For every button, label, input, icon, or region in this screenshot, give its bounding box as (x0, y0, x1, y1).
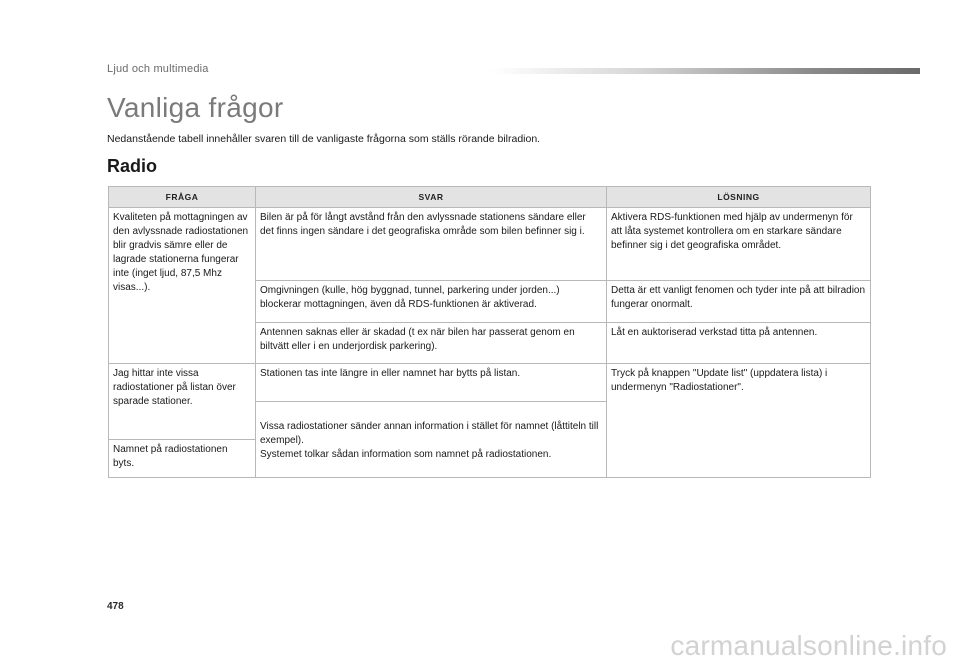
table-header-row (109, 187, 871, 208)
header-question: FRÅGA (109, 187, 256, 208)
section-header: Ljud och multimedia (107, 63, 209, 75)
answer-line: Vissa radiostationer sänder annan information i stället för namnet (låttiteln till exempel). (260, 421, 599, 446)
solution-cell: Aktivera RDS-funktionen med hjälp av undermenyn för att låta systemet kontrollera om en starkare sändare befinner sig i det geografiska området. (607, 208, 871, 281)
question-cell: Jag hittar inte vissa radiostationer på listan över sparade stationer. (109, 364, 256, 440)
faq-table (108, 186, 871, 478)
watermark-text: carmanualsonline.info (670, 630, 947, 661)
header-solution: LÖSNING (607, 187, 871, 208)
page-title: Vanliga frågor (107, 92, 284, 123)
table-row (109, 364, 871, 402)
answer-cell: Bilen är på för långt avstånd från den avlyssnade stationens sändare eller det finns ingen sändare i det geografiska område som bilen befinner sig i. (256, 208, 607, 281)
table-row (109, 208, 871, 281)
page-number: 478 (107, 601, 124, 612)
answer-cell: Stationen tas inte längre in eller namnet har bytts på listan. (256, 364, 607, 402)
answer-cell (256, 402, 607, 478)
header-divider-bar (490, 68, 920, 74)
question-cell: Namnet på radiostationen byts. (109, 440, 256, 478)
solution-cell: Detta är ett vanligt fenomen och tyder inte på att bilradion fungerar onormalt. (607, 281, 871, 323)
intro-text: Nedanstående tabell innehåller svaren till de vanligaste frågorna som ställs rörande bilradion. (107, 133, 541, 145)
answer-cell: Omgivningen (kulle, hög byggnad, tunnel, parkering under jorden...) blockerar mottagningen, även då RDS-funktionen är aktiverad. (256, 281, 607, 323)
header-answer: SVAR (256, 187, 607, 208)
solution-cell: Låt en auktoriserad verkstad titta på antennen. (607, 323, 871, 364)
section-title-radio: Radio (107, 156, 158, 176)
question-cell: Kvaliteten på mottagningen av den avlyssnade radiostationen blir gradvis sämre eller de lagrade stationerna fungerar inte (inget ljud, 87,5 Mhz visas...). (109, 208, 256, 364)
answer-line: Systemet tolkar sådan information som namnet på radiostationen. (260, 449, 552, 460)
answer-cell: Antennen saknas eller är skadad (t ex när bilen har passerat genom en biltvätt eller i en underjordisk parkering). (256, 323, 607, 364)
solution-cell: Tryck på knappen "Update list" (uppdatera lista) i undermenyn "Radiostationer". (607, 364, 871, 478)
